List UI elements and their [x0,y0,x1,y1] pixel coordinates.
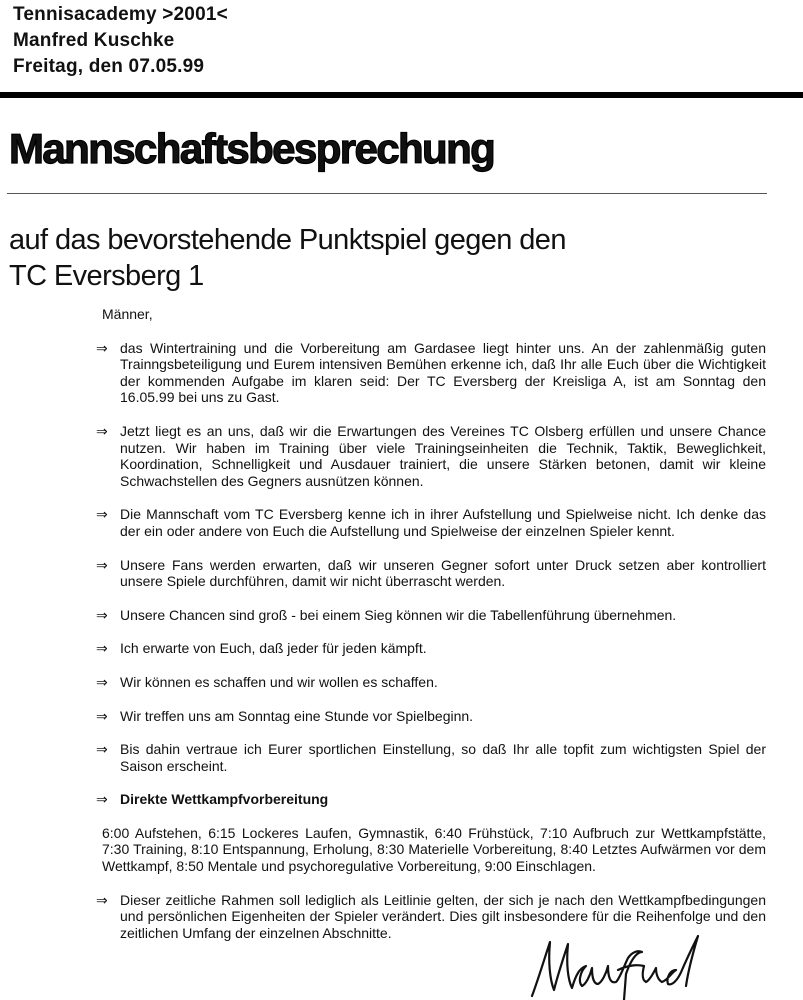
schedule-text: 6:00 Aufstehen, 6:15 Lockeres Laufen, Gymnastik, 6:40 Frühstück, 7:10 Aufbruch zur Wettkampfstätte, 7:30 Training, 8:10 Entspannung, Erholung, 8:30 Materielle Vorbereitung, 8:40 Letztes Aufwärmen vor dem Wettkampf, 8:50 Mentale und psychoregulative Vorbereitung, 9:00 Einschlagen. [102,824,766,875]
letterhead-date: Freitag, den 07.05.99 [13,56,205,77]
bullet-text: das Wintertraining und die Vorbereitung am Gardasee liegt hinter uns. An der zahlenmäßig guten Trainngsbeteiligung und Eurem intensiven Bemühen erkenne ich, daß Ihr alle Euch über die Wichtigkeit der kommenden Aufgabe im klaren seid: Der TC Eversberg der Kreisliga A, ist am Sonntag den 16.05.99 bei uns zu Gast. [120,339,766,406]
arrow-icon: ⇒ [96,556,108,573]
title-divider [7,193,767,194]
bullet-text: Wir treffen uns am Sonntag eine Stunde vor Spielbeginn. [120,707,474,724]
subtitle-line-2: TC Eversberg 1 [9,260,204,292]
bullet-text: Bis dahin vertraue ich Eurer sportlichen Einstellung, so daß Ihr alle topfit zum wichtigsten Spiel der Saison erscheint. [120,741,766,774]
subtitle-line-1: auf das bevorstehende Punktspiel gegen den [9,224,566,256]
bullet-text: Unsere Chancen sind groß - bei einem Sieg können wir die Tabellenführung übernehmen. [120,606,677,623]
bullet-text: Die Mannschaft vom TC Eversberg kenne ich in ihrer Aufstellung und Spielweise nicht. Ich denke das der ein oder andere von Euch die Aufstellung und Spielweise der einzelnen Spieler kennt. [120,506,766,539]
arrow-icon: ⇒ [96,673,108,690]
bullet-item [96,708,766,725]
bullet-item [96,640,766,657]
section-heading [96,791,766,808]
arrow-icon: ⇒ [96,339,108,356]
bullet-text: Wir können es schaffen und wir wollen es schaffen. [120,673,438,690]
header-divider [0,92,803,98]
bullet-item [96,741,766,774]
greeting: Männer, [102,306,153,322]
arrow-icon: ⇒ [96,741,108,758]
document-subtitle [9,222,566,294]
bullet-item [96,506,766,539]
arrow-icon: ⇒ [96,791,108,808]
closing-text: Dieser zeitliche Rahmen soll lediglich als Leitlinie gelten, der sich je nach den Wettkampfbedingungen und persönlichen Eigenheiten der Spieler verändert. Dies gilt insbesondere für die Reihenfolge und den zeitlichen Umfang der einzelnen Abschnitte. [120,891,766,941]
arrow-icon: ⇒ [96,891,108,908]
bullet-text: Unsere Fans werden erwarten, daß wir unseren Gegner sofort unter Druck setzen aber kontrolliert unsere Spiele durchführen, damit wir nicht überrascht werden. [120,556,766,590]
section-heading-text: Direkte Wettkampfvorbereitung [120,791,329,808]
letterhead [13,2,228,80]
signature [520,930,730,1000]
bullet-item [96,674,766,691]
arrow-icon: ⇒ [96,640,108,657]
letterhead-author: Manfred Kuschke [13,30,175,51]
arrow-icon: ⇒ [96,506,108,523]
letter-body [96,306,766,958]
bullet-item [96,340,766,406]
arrow-icon: ⇒ [96,707,108,724]
arrow-icon: ⇒ [96,422,108,439]
bullet-item [96,607,766,624]
bullet-text: Ich erwarte von Euch, daß jeder für jeden kämpft. [120,640,427,657]
arrow-icon: ⇒ [96,606,108,623]
document-title: Mannschaftsbesprechung [9,125,495,172]
bullet-item [96,557,766,590]
bullet-item [96,423,766,489]
bullet-text: Jetzt liegt es an uns, daß wir die Erwartungen des Vereines TC Olsberg erfüllen und unsere Chance nutzen. Wir haben im Training über viele Trainingseinheiten die Technik, Taktik, Beweglichkeit, Koordination, Schnelligkeit und Ausdauer trainiert, die unsere Stärken betonen, damit wir kleine Schwachstellen des Gegners ausnützen können. [120,422,766,489]
letterhead-academy: Tennisacademy >2001< [13,4,228,25]
